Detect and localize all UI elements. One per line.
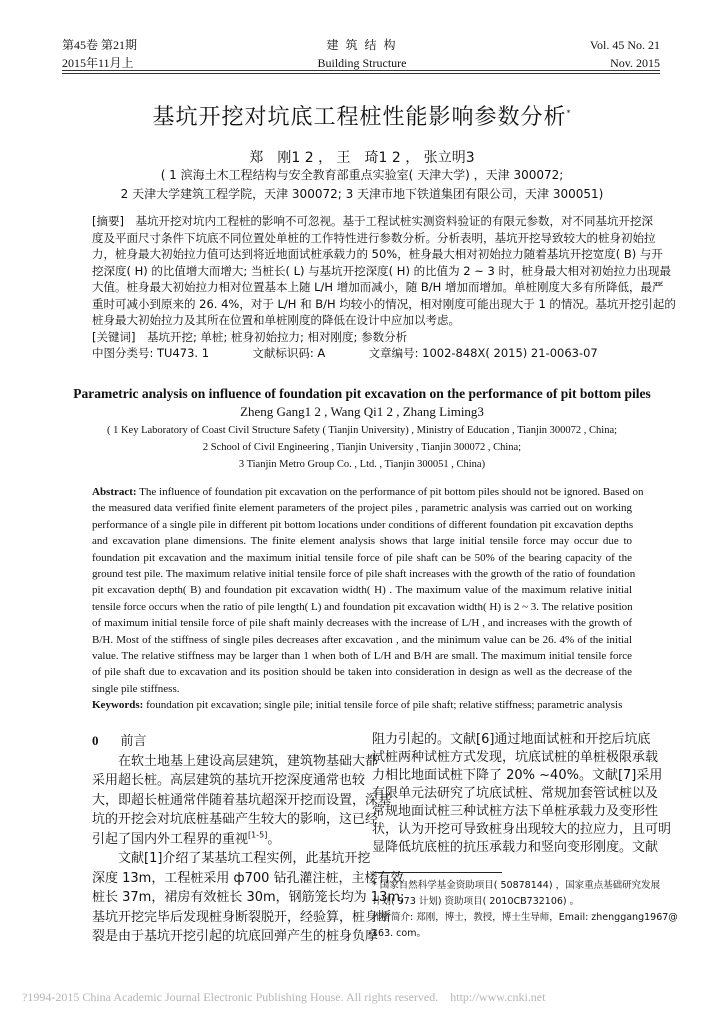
text-line: B/H. Most of the stiffness of single piles decreases after excavation , and the minimum value can be 26. 4% of the initial xyxy=(92,633,632,646)
text-line: 163. com。 xyxy=(372,928,426,939)
journal-name-cn: 建 筑 结 构 xyxy=(326,38,398,52)
text-line: [摘要] 基坑开挖对坑内工程桩的影响不可忽视。基于工程试桩实测资料验证的有限元参数，对不同基坑开挖深 xyxy=(92,214,653,228)
issue-info-en xyxy=(590,36,660,72)
text-line: of maximum initial tensile force of pile shaft mainly decreases with the increase of L/H , and increases with the growth of xyxy=(92,617,632,630)
header-rule-2 xyxy=(62,73,660,74)
text-line: the measured data verified finite element parameters of the project piles , parametric analysis was carried out on working xyxy=(92,502,632,515)
abstract-en xyxy=(92,484,644,714)
date-en: Nov. 2015 xyxy=(610,56,660,70)
text-line: 力相比地面试桩下降了 20% ~40%。文献[7]采用 xyxy=(372,768,663,783)
text-line: 坑的开挖会对坑底桩基础产生较大的影响，这已经 xyxy=(92,812,379,827)
keywords-cn: [关键词] 基坑开挖; 单桩; 桩身初始拉力; 相对刚度; 参数分析 xyxy=(92,329,408,344)
document-code: 文献标识码: A xyxy=(252,346,326,360)
text-line: of pile shaft due to excavation and its position should be taken into consideration in design as well as the decrease of the xyxy=(92,666,632,679)
text-line: 作者简介: 郑刚，博士，教授，博士生导师，Email: zhenggang1967@ xyxy=(372,912,678,923)
text-line: * 国家自然科学基金资助项目( 50878144) ，国家重点基础研究发展 xyxy=(372,880,661,891)
volume-issue-cn: 第45卷 第21期 xyxy=(62,38,138,52)
text-line: 裂是由于基坑开挖引起的坑底回弹产生的桩身负摩 xyxy=(92,929,379,944)
section-title: 前言 xyxy=(120,734,147,749)
text-line: 大，即超长桩通常伴随着基坑超深开挖而设置，深基 xyxy=(92,792,392,808)
keywords-en xyxy=(92,697,632,713)
text-line: 大值。桩身最大初始拉力相对位置基本上随 L/H 增加而减小，随 B/H 增加而增加。单桩刚度大多有所降低，最严 xyxy=(92,280,664,294)
text-line: 基坑开挖完毕后发现桩身断裂脱开，经验算，桩身断 xyxy=(92,909,392,925)
text-line: and excavation plane dimensions. The finite element analysis shows that large initial tensile force may occur due to xyxy=(92,535,632,548)
article-number: 文章编号: 1002-848X( 2015) 21-0063-07 xyxy=(368,346,598,360)
text-line: 桩身最大初始拉力及其所在位置和单桩刚度的降低在设计中应加以考虑。 xyxy=(92,313,460,327)
footnote xyxy=(372,878,678,942)
title-footnote-mark: * xyxy=(566,108,572,118)
text-line: 常规地面试桩三种试桩方法下单桩承载力及变形性 xyxy=(372,804,659,819)
text-line: 重时可减小到原来的 26. 4%，对于 L/H 和 B/H 均较小的情况，相对刚度可能出现大于 1 的情况。基坑开挖引起的 xyxy=(92,296,676,311)
footnote-rule xyxy=(374,872,502,873)
affiliation-en-2: 2 School of Civil Engineering , Tianjin University , Tianjin 300072 , China; xyxy=(202,442,522,453)
journal-name xyxy=(262,36,462,72)
text-line: 试桩两种试桩方式发现，坑底试桩的单桩极限承载 xyxy=(372,750,659,765)
volume-issue-en: Vol. 45 No. 21 xyxy=(589,38,660,52)
text-line: 挖深度( H) 的比值增大而增大; 当桩长( L) 与基坑开挖深度( H) 的比值为 2 ~ 3 时，桩身最大相对初始拉力出现最 xyxy=(92,263,671,278)
section-number: 0 xyxy=(92,733,99,748)
header-rule xyxy=(62,70,660,71)
journal-name-en: Building Structure xyxy=(317,56,407,70)
title-text: 基坑开挖对坑底工程桩性能影响参数分析 xyxy=(152,105,567,130)
authors-en: Zheng Gang1 2 , Wang Qi1 2 , Zhang Liming3 xyxy=(240,404,484,419)
issue-info xyxy=(62,36,137,72)
clc-number: 中图分类号: TU473. 1 xyxy=(92,346,210,360)
text-line: 桩长 37m，裙房有效桩长 30m，钢筋笼长均为 13m; xyxy=(92,890,405,905)
abstract-cn xyxy=(92,213,676,362)
text-line: 阻力引起的。文献[6]通过地面试桩和开挖后坑底 xyxy=(372,732,651,747)
text-line: foundation pit excavation and the maximum initial tensile force of pile shaft can be 50% of the bearing capacity of the xyxy=(92,551,632,564)
text-line: single pile stiffness. xyxy=(92,682,180,695)
affiliation-en-1: ( 1 Key Laboratory of Coast Civil Structure Safety ( Tianjin University) , Ministry of Education , Tianjin 300072 , China; xyxy=(106,425,618,436)
affiliation-cn-1: ( 1 滨海土木工程结构与安全教育部重点实验室( 天津大学) ，天津 300072; xyxy=(160,168,564,182)
right-column xyxy=(372,731,672,857)
paper-title-en: Parametric analysis on influence of foundation pit excavation on the performance of pit bottom piles xyxy=(73,386,651,401)
text-line: tensile force occurs when the ratio of pile length( L) and foundation pit excavation width( H) is 2 ~ 3. The relative position xyxy=(92,600,633,613)
text-line: pit excavation depth( B) and foundation pit excavation width( H) . The maximum value of the maximum relative initial xyxy=(92,584,632,597)
abstract-label: Abstract: xyxy=(92,486,137,498)
text-line: Abstract: The influence of foundation pit excavation on the performance of pit bottom piles should not be ignored. Based on xyxy=(92,486,644,498)
text-line: 力，桩身最大初始拉力值可达到将近地面试桩承载力的 50%，桩身最大相对初始拉力随着基坑开挖宽度( B) 与开 xyxy=(92,247,663,261)
text-line: 文献[1]介绍了某基坑工程实例，此基坑开挖 xyxy=(92,851,371,866)
text-line: 计划( 973 计划) 资助项目( 2010CB732106) 。 xyxy=(372,896,580,907)
text-line: 深度 13m，工程桩采用 ф700 钻孔灌注桩，主楼有效 xyxy=(92,870,404,886)
keywords-en-text: foundation pit excavation; single pile; initial tensile force of pile shaft; relative stiffness; parametric analysis xyxy=(143,699,623,712)
text-line: ground test pile. The maximum relative initial tensile force of pile shaft increases with the growth of the ratio of foundation xyxy=(92,568,636,581)
date-cn: 2015年11月上 xyxy=(62,56,134,70)
text-line: 引起了国内外工程界的重视[1-5]。 xyxy=(92,830,281,847)
copyright-watermark: ?1994-2015 China Academic Journal Electronic Publishing House. All rights reserved. http://www.cnki.net xyxy=(22,990,546,1004)
authors-cn: 郑 刚1 2 ， 王 琦1 2 ， 张立明3 xyxy=(249,150,475,166)
text-line: 在软土地基上建设高层建筑，建筑物基础大都 xyxy=(92,753,379,769)
text-line: 状，认为开挖可导致桩身出现较大的拉应力，且可明 xyxy=(372,822,672,837)
section-heading xyxy=(92,731,352,752)
text-line: value. The relative stiffness may be larger than 1 when both of L/H and B/H are small. The maximum initial tensile force xyxy=(92,650,632,663)
affiliation-en-3: 3 Tianjin Metro Group Co. , Ltd. , Tianjin 300051 , China) xyxy=(238,459,486,470)
text-line: 有限单元法研究了坑底试桩、常规加套管试桩以及 xyxy=(372,786,659,801)
paper-title-cn xyxy=(0,100,724,131)
text-line: 度及平面尺寸条件下坑底不同位置处单桩的工作特性进行参数分析。分析表明，基坑开挖导致较大的桩身初始拉 xyxy=(92,230,656,245)
text-line: performance of a single pile in different pit bottom locations under conditions of different foundation pit excavation depths xyxy=(92,518,634,531)
affiliation-cn-2: 2 天津大学建筑工程学院，天津 300072; 3 天津市地下铁道集团有限公司，天津 300051) xyxy=(120,187,604,201)
text-line: 显降低坑底桩的抗压承载力和竖向变形刚度。文献 xyxy=(372,840,659,855)
text-line: 采用超长桩。高层建筑的基坑开挖深度通常也较 xyxy=(92,773,366,788)
classification-line xyxy=(92,345,632,362)
keywords-en-label: Keywords: xyxy=(92,699,144,712)
